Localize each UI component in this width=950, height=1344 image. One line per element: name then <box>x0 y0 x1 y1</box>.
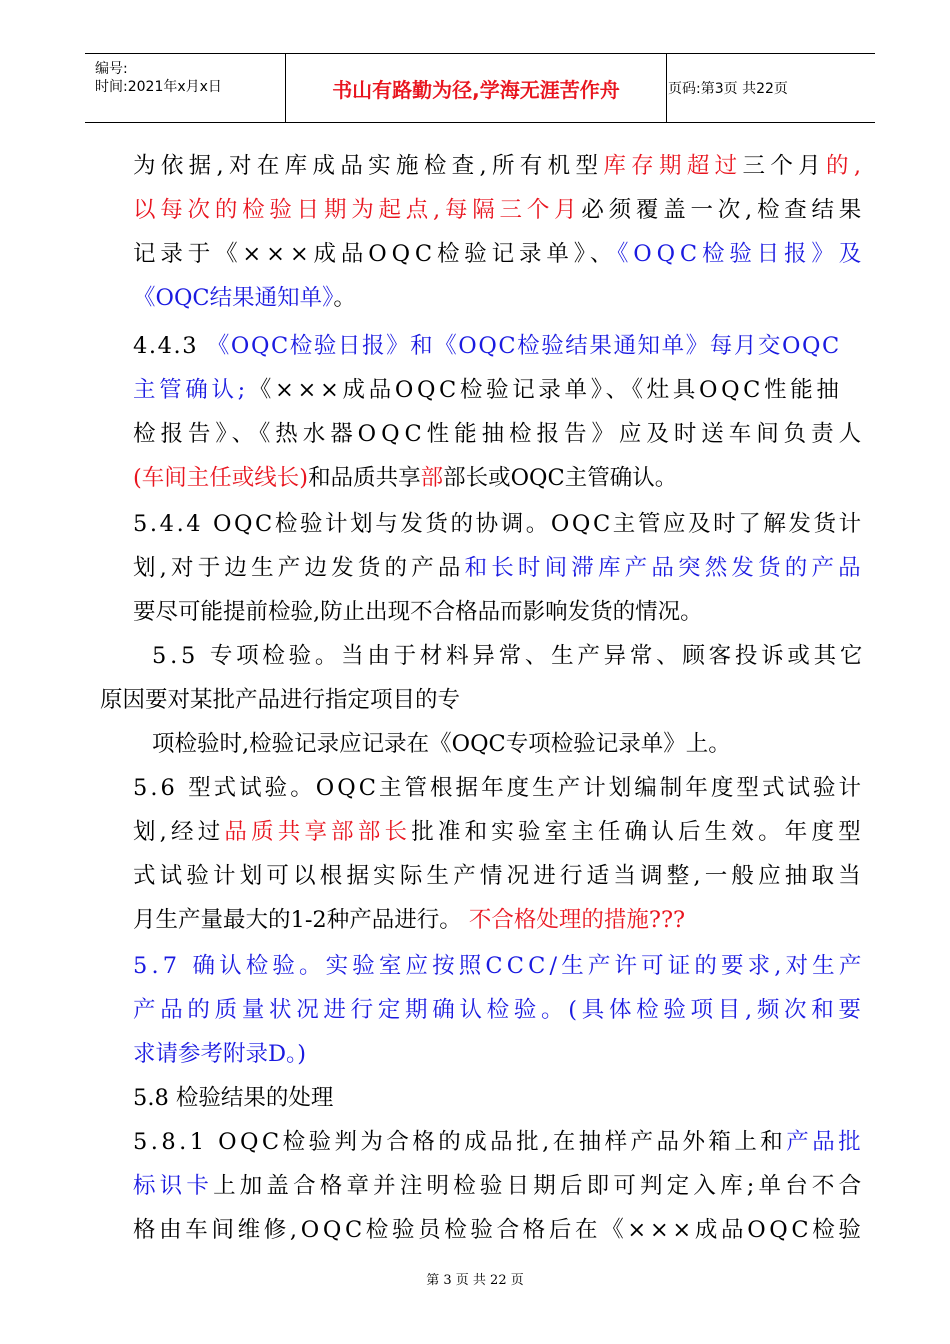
header-motto: 书山有路勤为径,学海无涯苦作舟 <box>285 54 667 122</box>
text-line <box>133 904 685 936</box>
text-run: 《OQC检验日报》和《OQC检验结果通知单》每月交OQC <box>206 333 841 359</box>
text-run: 产品批 <box>786 1129 865 1155</box>
text-line <box>133 508 864 540</box>
text-line <box>152 728 731 760</box>
text-run: 三个月 <box>742 153 826 179</box>
text-line <box>133 418 866 450</box>
text-line <box>133 950 865 982</box>
text-line <box>133 150 866 182</box>
text-line <box>133 282 356 314</box>
text-run: (车间主任或线长) <box>133 465 309 491</box>
document-time: 时间:2021年x月x日 <box>95 79 222 95</box>
text-run: 5.8.1 OQC检验判为合格的成品批,在抽样产品外箱上和 <box>133 1129 787 1155</box>
text-run: 《OQC结果通知单》 <box>133 285 334 311</box>
text-line <box>133 816 865 848</box>
text-run: 划,经过 <box>133 819 225 845</box>
text-run: 。 <box>333 285 356 311</box>
text-line <box>133 330 841 362</box>
text-line <box>133 374 843 406</box>
text-run: 5.8 检验结果的处理 <box>133 1085 334 1111</box>
text-line <box>133 1082 333 1114</box>
text-line <box>133 238 866 270</box>
text-line <box>152 640 866 672</box>
text-run: 检报告》、《热水器OQC性能抽检报告》应及时送车间负责人 <box>133 421 867 447</box>
text-run: 以每次的检验日期为起点,每隔三个月 <box>133 197 582 223</box>
text-run: 批准和实验室主任确认后生效。年度型 <box>411 819 865 845</box>
text-line <box>133 596 703 628</box>
text-run: 5.5 专项检验。当由于材料异常、生产异常、顾客投诉或其它 <box>152 643 867 669</box>
text-line <box>133 1214 865 1246</box>
text-run: 记录于《×××成品OQC检验记录单》、 <box>133 241 618 267</box>
text-line <box>133 194 866 226</box>
text-line <box>133 552 865 584</box>
text-run: 划,对于边生产边发货的产品 <box>133 555 465 581</box>
text-run: 品质共享部部长 <box>224 819 412 845</box>
header-meta <box>95 60 222 96</box>
text-line <box>133 1126 864 1158</box>
text-run: 项检验时,检验记录应记录在《OQC专项检验记录单》上。 <box>152 731 731 757</box>
text-run: 原因要对某批产品进行指定项目的专 <box>100 687 461 713</box>
text-run: 部长或OQC主管确认。 <box>443 465 678 491</box>
text-run: 主管确认; <box>133 377 249 403</box>
text-run: 上加盖合格章并注明检验日期后即可判定入库;单台不合 <box>213 1173 866 1199</box>
text-line <box>133 860 865 892</box>
text-line <box>133 1038 306 1070</box>
text-line <box>100 684 460 716</box>
page-footer: 第 3 页 共 22 页 <box>426 1273 524 1288</box>
text-run: 和长时间滞库产品突然发货的产品 <box>464 555 865 581</box>
header-page-info: 页码:第3页 共22页 <box>668 81 788 97</box>
text-run: 《OQC检验日报》及 <box>617 241 867 267</box>
text-run: 标识卡 <box>133 1173 214 1199</box>
text-line <box>133 994 866 1026</box>
text-run: 和品质共享 <box>308 465 421 491</box>
text-run: 库存期超过 <box>603 153 743 179</box>
text-line <box>133 462 677 494</box>
text-run: 产品的质量状况进行定期确认检验。(具体检验项目,频次和要 <box>133 997 866 1023</box>
text-run: 5.4.4 OQC检验计划与发货的协调。OQC主管应及时了解发货计 <box>133 511 864 537</box>
text-run: 必须覆盖一次,检查结果 <box>581 197 867 223</box>
text-run: 不合格处理的措施??? <box>468 907 686 933</box>
text-run: 部 <box>420 465 444 491</box>
text-run: 为依据,对在库成品实施检查,所有机型 <box>133 153 604 179</box>
text-run: 的, <box>826 153 867 179</box>
text-line <box>133 1170 865 1202</box>
text-run: 要尽可能提前检验,防止出现不合格品而影响发货的情况。 <box>133 599 703 625</box>
text-line <box>133 772 864 804</box>
text-run: 4.4.3 <box>133 333 207 359</box>
text-run: 5.7 确认检验。实验室应按照CCC/生产许可证的要求,对生产 <box>133 953 866 979</box>
text-run: 《×××成品OQC检验记录单》、《灶具OQC性能抽 <box>248 377 843 403</box>
text-run: 格由车间维修,OQC检验员检验合格后在《×××成品OQC检验 <box>133 1217 865 1243</box>
text-run: 月生产量最大的1-2种产品进行。 <box>133 907 469 933</box>
page-header <box>85 53 875 123</box>
text-run: 求请参考附录D。) <box>133 1041 307 1067</box>
text-run: 式试验计划可以根据实际生产情况进行适当调整,一般应抽取当 <box>133 863 865 889</box>
document-number-label: 编号: <box>95 61 128 77</box>
text-run: 5.6 型式试验。OQC主管根据年度生产计划编制年度型式试验计 <box>133 775 865 801</box>
